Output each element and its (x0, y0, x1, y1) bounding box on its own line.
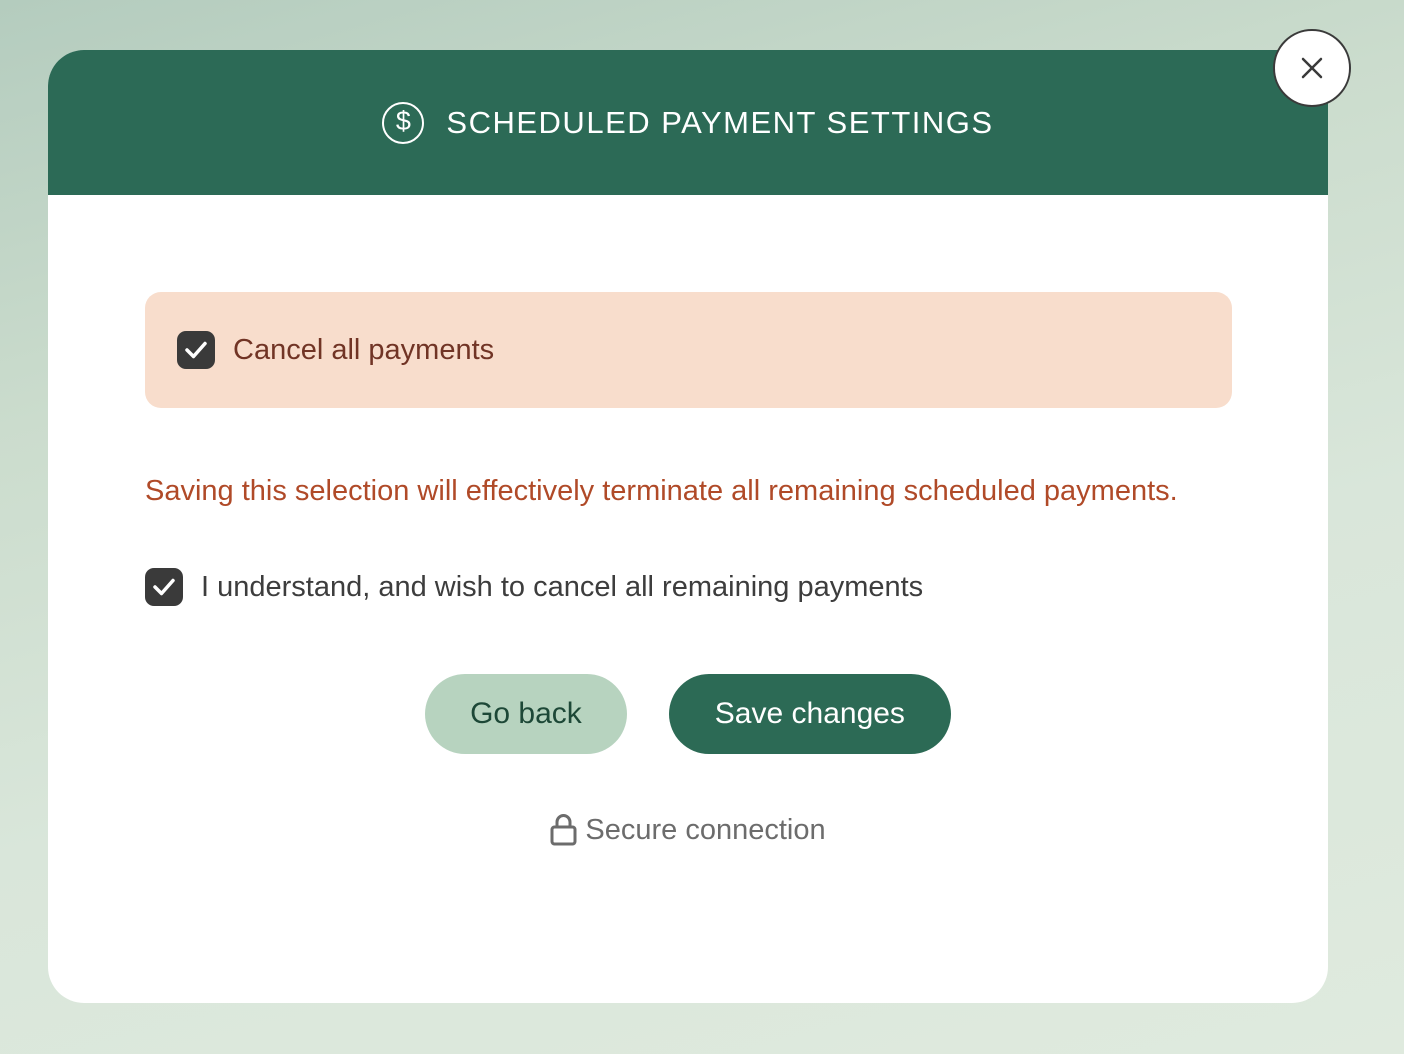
save-changes-button[interactable]: Save changes (669, 674, 951, 754)
close-icon (1296, 52, 1328, 84)
modal-title: SCHEDULED PAYMENT SETTINGS (446, 104, 994, 140)
cancel-all-payments-banner (145, 292, 1232, 408)
confirm-checkbox[interactable] (145, 568, 183, 606)
secure-connection-label: Secure connection (585, 813, 826, 846)
go-back-button[interactable]: Go back (425, 674, 627, 754)
confirm-label: I understand, and wish to cancel all remaining payments (201, 570, 924, 603)
warning-text: Saving this selection will effectively terminate all remaining scheduled payments. (145, 475, 1178, 507)
cancel-all-payments-label: Cancel all payments (233, 333, 495, 366)
checkmark-icon (185, 341, 207, 359)
confirm-row (145, 568, 1231, 606)
secure-connection-footer (48, 813, 1328, 847)
button-row (48, 674, 1328, 754)
lock-icon (550, 813, 577, 847)
scheduled-payment-settings-modal (48, 50, 1328, 1003)
close-button[interactable] (1273, 29, 1351, 107)
modal-header (48, 50, 1328, 195)
checkmark-icon (153, 578, 175, 596)
dollar-circle-icon: $ (382, 102, 424, 144)
cancel-all-payments-checkbox[interactable] (177, 331, 215, 369)
